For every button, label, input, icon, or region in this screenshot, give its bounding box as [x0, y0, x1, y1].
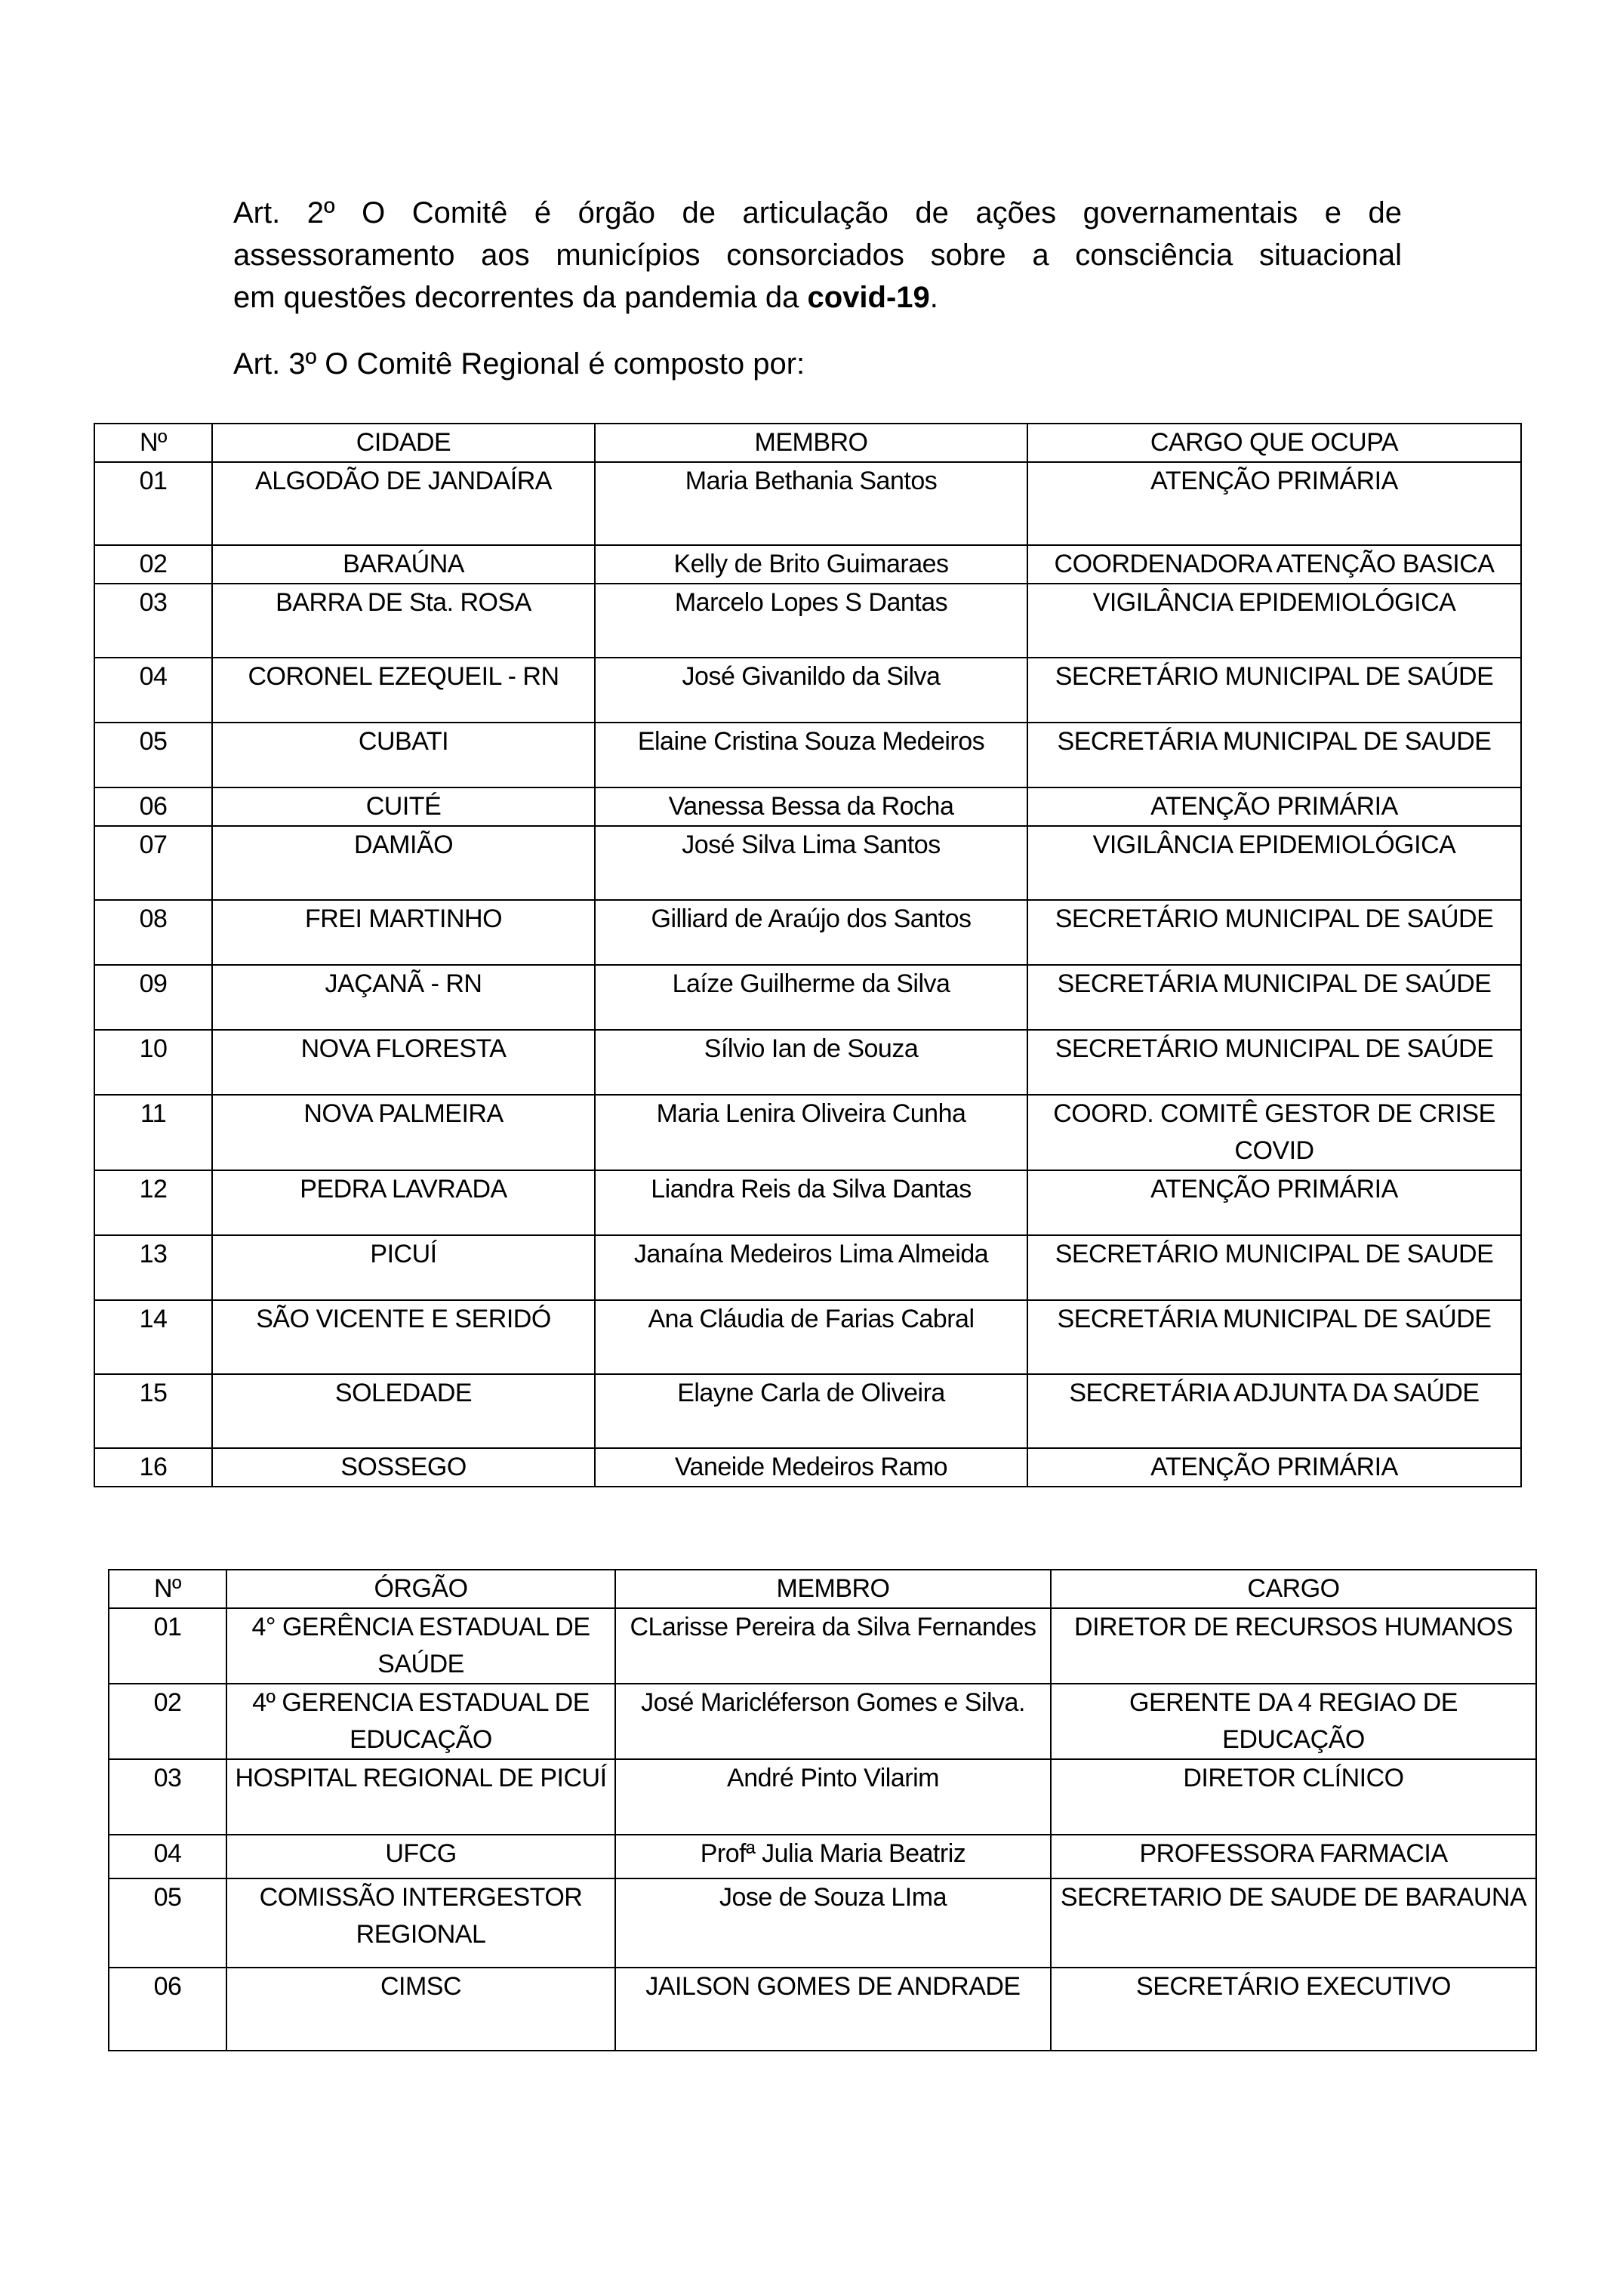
header-organ: ÓRGÃO	[226, 1570, 615, 1608]
article-2-paragraph	[233, 192, 1402, 319]
table-row	[94, 1448, 1521, 1487]
row-city: NOVA PALMEIRA	[212, 1095, 595, 1170]
row-role: SECRETÁRIA MUNICIPAL DE SAÚDE	[1027, 1300, 1521, 1374]
table-row	[109, 1968, 1536, 2051]
row-number: 13	[94, 1235, 212, 1300]
row-city: ALGODÃO DE JANDAÍRA	[212, 462, 595, 545]
table-row	[109, 1759, 1536, 1835]
row-role: ATENÇÃO PRIMÁRIA	[1027, 787, 1521, 826]
table-row	[94, 658, 1521, 723]
row-member: CLarisse Pereira da Silva Fernandes	[615, 1608, 1051, 1684]
row-city: BARAÚNA	[212, 545, 595, 584]
row-organ: UFCG	[226, 1835, 615, 1878]
row-number: 12	[94, 1170, 212, 1235]
table-row	[94, 1095, 1521, 1170]
row-role: SECRETÁRIO MUNICIPAL DE SAÚDE	[1027, 658, 1521, 723]
row-number: 04	[94, 658, 212, 723]
table-row	[109, 1878, 1536, 1968]
article-2-period: .	[929, 281, 938, 314]
row-member: Vaneide Medeiros Ramo	[595, 1448, 1027, 1487]
row-member: Profª Julia Maria Beatriz	[615, 1835, 1051, 1878]
row-number: 08	[94, 900, 212, 965]
row-city: SOLEDADE	[212, 1374, 595, 1448]
table-row	[94, 723, 1521, 787]
row-city: FREI MARTINHO	[212, 900, 595, 965]
row-member: Liandra Reis da Silva Dantas	[595, 1170, 1027, 1235]
header-number: Nº	[94, 424, 212, 462]
row-number: 02	[109, 1684, 226, 1759]
row-organ: COMISSÃO INTERGESTOR REGIONAL	[226, 1878, 615, 1968]
article-2-line-2: assessoramento aos municípios consorciados sobre a consciência situacional	[233, 239, 1402, 272]
article-3-paragraph	[233, 343, 1402, 385]
row-number: 03	[109, 1759, 226, 1835]
row-member: Elaine Cristina Souza Medeiros	[595, 723, 1027, 787]
table-row	[94, 1374, 1521, 1448]
row-role: SECRETÁRIA ADJUNTA DA SAÚDE	[1027, 1374, 1521, 1448]
header-city: CIDADE	[212, 424, 595, 462]
row-member: Ana Cláudia de Farias Cabral	[595, 1300, 1027, 1374]
row-role: ATENÇÃO PRIMÁRIA	[1027, 1448, 1521, 1487]
organ-members-table	[108, 1569, 1537, 2051]
header-role: CARGO QUE OCUPA	[1027, 424, 1521, 462]
row-organ: 4º GERENCIA ESTADUAL DE EDUCAÇÃO	[226, 1684, 615, 1759]
table-row	[94, 787, 1521, 826]
row-city: NOVA FLORESTA	[212, 1030, 595, 1095]
row-city: SÃO VICENTE E SERIDÓ	[212, 1300, 595, 1374]
table-row	[94, 462, 1521, 545]
table-row	[94, 826, 1521, 900]
table-row	[94, 545, 1521, 584]
row-number: 16	[94, 1448, 212, 1487]
table-row	[94, 1170, 1521, 1235]
row-role: SECRETÁRIA MUNICIPAL DE SAUDE	[1027, 723, 1521, 787]
covid-19-term: covid-19	[807, 281, 930, 314]
header-role: CARGO	[1051, 1570, 1536, 1608]
row-city: CUBATI	[212, 723, 595, 787]
row-role: DIRETOR DE RECURSOS HUMANOS	[1051, 1608, 1536, 1684]
row-member: Vanessa Bessa da Rocha	[595, 787, 1027, 826]
row-city: BARRA DE Sta. ROSA	[212, 584, 595, 658]
table-row	[94, 584, 1521, 658]
row-role: PROFESSORA FARMACIA	[1051, 1835, 1536, 1878]
row-member: José Silva Lima Santos	[595, 826, 1027, 900]
row-role: COORDENADORA ATENÇÃO BASICA	[1027, 545, 1521, 584]
row-member: Jose de Souza LIma	[615, 1878, 1051, 1968]
row-city: SOSSEGO	[212, 1448, 595, 1487]
row-role: SECRETÁRIO MUNICIPAL DE SAUDE	[1027, 1235, 1521, 1300]
table-row	[94, 900, 1521, 965]
row-member: Marcelo Lopes S Dantas	[595, 584, 1027, 658]
row-member: Kelly de Brito Guimaraes	[595, 545, 1027, 584]
row-number: 01	[109, 1608, 226, 1684]
row-city: PEDRA LAVRADA	[212, 1170, 595, 1235]
row-number: 06	[109, 1968, 226, 2051]
table-row	[109, 1835, 1536, 1878]
table-row	[94, 1300, 1521, 1374]
row-number: 04	[109, 1835, 226, 1878]
table-row	[109, 1608, 1536, 1684]
row-member: José Maricléferson Gomes e Silva.	[615, 1684, 1051, 1759]
row-member: Sílvio Ian de Souza	[595, 1030, 1027, 1095]
row-city: CUITÉ	[212, 787, 595, 826]
row-number: 11	[94, 1095, 212, 1170]
row-role: SECRETÁRIO MUNICIPAL DE SAÚDE	[1027, 1030, 1521, 1095]
row-member: Elayne Carla de Oliveira	[595, 1374, 1027, 1448]
row-number: 03	[94, 584, 212, 658]
article-3-line: Art. 3º O Comitê Regional é composto por:	[233, 347, 805, 381]
row-organ: 4° GERÊNCIA ESTADUAL DE SAÚDE	[226, 1608, 615, 1684]
row-number: 15	[94, 1374, 212, 1448]
table-row	[109, 1684, 1536, 1759]
row-member: Laíze Guilherme da Silva	[595, 965, 1027, 1030]
row-member: José Givanildo da Silva	[595, 658, 1027, 723]
row-number: 05	[109, 1878, 226, 1968]
article-2-line-1: Art. 2º O Comitê é órgão de articulação de ações governamentais e de	[233, 196, 1402, 230]
row-member: Janaína Medeiros Lima Almeida	[595, 1235, 1027, 1300]
row-role: SECRETÁRIA MUNICIPAL DE SAÚDE	[1027, 965, 1521, 1030]
row-number: 01	[94, 462, 212, 545]
row-member: Maria Lenira Oliveira Cunha	[595, 1095, 1027, 1170]
row-role: GERENTE DA 4 REGIAO DE EDUCAÇÃO	[1051, 1684, 1536, 1759]
row-city: DAMIÃO	[212, 826, 595, 900]
row-role: SECRETÁRIO MUNICIPAL DE SAÚDE	[1027, 900, 1521, 965]
row-number: 02	[94, 545, 212, 584]
row-city: PICUÍ	[212, 1235, 595, 1300]
row-role: VIGILÂNCIA EPIDEMIOLÓGICA	[1027, 826, 1521, 900]
row-number: 07	[94, 826, 212, 900]
row-role: ATENÇÃO PRIMÁRIA	[1027, 462, 1521, 545]
row-role: VIGILÂNCIA EPIDEMIOLÓGICA	[1027, 584, 1521, 658]
article-2-line-3	[233, 276, 1402, 319]
row-number: 05	[94, 723, 212, 787]
row-number: 06	[94, 787, 212, 826]
table-header-row	[109, 1570, 1536, 1608]
row-city: JAÇANÃ - RN	[212, 965, 595, 1030]
row-member: Gilliard de Araújo dos Santos	[595, 900, 1027, 965]
row-member: André Pinto Vilarim	[615, 1759, 1051, 1835]
row-role: COORD. COMITÊ GESTOR DE CRISE COVID	[1027, 1095, 1521, 1170]
table-row	[94, 965, 1521, 1030]
row-role: SECRETÁRIO EXECUTIVO	[1051, 1968, 1536, 2051]
row-number: 14	[94, 1300, 212, 1374]
row-role: DIRETOR CLÍNICO	[1051, 1759, 1536, 1835]
row-city: CORONEL EZEQUEIL - RN	[212, 658, 595, 723]
row-organ: CIMSC	[226, 1968, 615, 2051]
article-2-line-3-text: em questões decorrentes da pandemia da	[233, 281, 808, 314]
city-members-table	[94, 423, 1522, 1487]
header-member: MEMBRO	[615, 1570, 1051, 1608]
row-role: ATENÇÃO PRIMÁRIA	[1027, 1170, 1521, 1235]
header-member: MEMBRO	[595, 424, 1027, 462]
table-row	[94, 1235, 1521, 1300]
header-number: Nº	[109, 1570, 226, 1608]
row-member: Maria Bethania Santos	[595, 462, 1027, 545]
table-row	[94, 1030, 1521, 1095]
row-role: SECRETARIO DE SAUDE DE BARAUNA	[1051, 1878, 1536, 1968]
table-header-row	[94, 424, 1521, 462]
row-organ: HOSPITAL REGIONAL DE PICUÍ	[226, 1759, 615, 1835]
row-member: JAILSON GOMES DE ANDRADE	[615, 1968, 1051, 2051]
row-number: 09	[94, 965, 212, 1030]
row-number: 10	[94, 1030, 212, 1095]
